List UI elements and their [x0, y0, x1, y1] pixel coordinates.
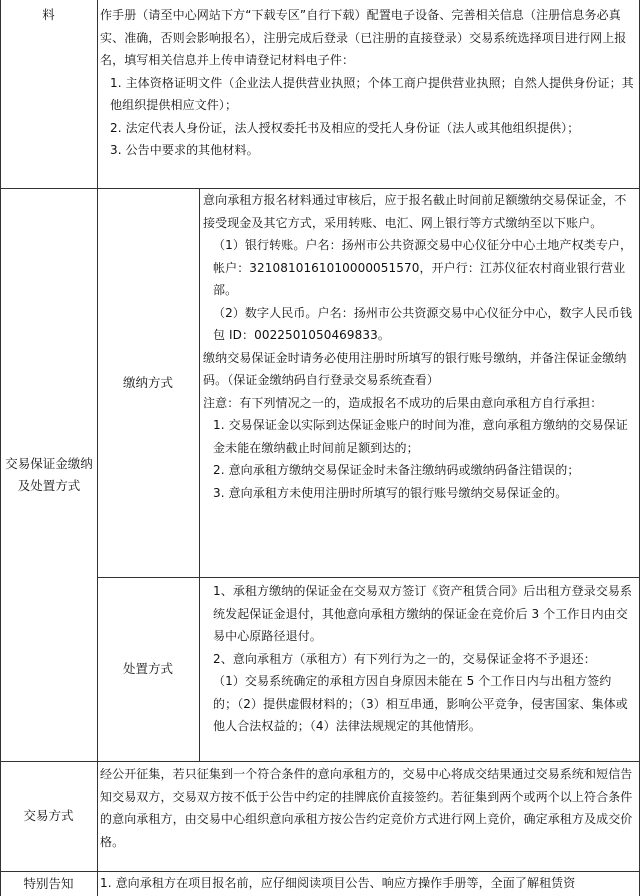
payment-label: 缴纳方式 — [122, 374, 173, 390]
materials-item: 2. 法定代表人身份证，法人授权委托书及相应的受托人身份证（法人或其他组织提供）； — [110, 120, 580, 135]
materials-label: 料 — [42, 7, 55, 22]
deposit-label: 交易保证金缴纳及处置方式 — [5, 455, 93, 493]
materials-item: 1. 主体资格证明文件（企业法人提供营业执照；个体工商户提供营业执照；自然人提供身份证；其他组织提供相应文件）； — [110, 75, 634, 112]
disposal-paragraph: （1）交易系统确定的承租方因自身原因未能在 5 个工作日内与出租方签约的；（2）提供虚假材料的；（3）相互串通，影响公平竞争，侵害国家、集体或他人合法权益的；（4）法律法规规定的其他情形。 — [213, 674, 628, 733]
payment-paragraph: （1）银行转账。户名：扬州市公共资源交易中心仪征分中心土地产权类专户，帐户：3210810161010000051570，开户行：江苏仪征农村商业银行营业部。 — [213, 238, 633, 297]
payment-paragraph: 缴纳交易保证金时请务必使用注册时所填写的银行账号缴纳，并备注保证金缴纳码。（保证金缴纳码自行登录交易系统查看） — [203, 350, 627, 387]
payment-paragraph: 意向承租方报名材料通过审核后，应于报名截止时间前足额缴纳交易保证金，不接受现金及其它方式，采用转账、电汇、网上银行等方式缴纳至以下账户。 — [203, 193, 627, 230]
method-paragraph: 经公开征集，若只征集到一个符合条件的意向承租方的，交易中心将成交结果通过交易系统和短信告知交易双方，交易双方按不低于公告中约定的挂牌底价直接签约。若征集到两个或两个以上符合条件的意向承租方，由交易中心组织意向承租方按公告约定竞价方式进行网上竞价，确定承租方及成交价格。 — [100, 767, 633, 849]
notice-content — [100, 872, 637, 895]
payment-paragraph: 1. 交易保证金以实际到达保证金账户的时间为准，意向承租方缴纳的交易保证金未能在缴纳截止时间前足额到达的； — [213, 418, 628, 455]
notice-paragraph: 1. 意向承租方在项目报名前，应仔细阅读项目公告、响应方操作手册等，全面了解租赁资 — [100, 876, 576, 890]
payment-paragraph: 3. 意向承租方未使用注册时所填写的银行账号缴纳交易保证金的。 — [213, 485, 568, 500]
method-content — [100, 763, 634, 853]
disposal-paragraph: 1、承租方缴纳的保证金在交易双方签订《资产租赁合同》后出租方登录交易系统发起保证金退付，其他意向承租方缴纳的保证金在竞价后 3 个工作日内由交易中心原路径退付。 — [213, 584, 633, 643]
payment-paragraph: 2. 意向承租方缴纳交易保证金时未备注缴纳码或缴纳码备注错误的； — [213, 463, 580, 477]
disposal-content — [203, 580, 635, 738]
method-label: 交易方式 — [23, 808, 74, 823]
materials-paragraph: 作手册（请至中心网站下方“下载专区”自行下载）配置电子设备、完善相关信息（注册信息务必真实、准确，否则会影响报名），注册完成后登录（已注册的直接登录）交易系统选择项目进行网上报名，填写相关信息并上传申请登记材料电子件： — [100, 8, 627, 67]
payment-content — [203, 189, 635, 504]
materials-item: 3. 公告中要求的其他材料。 — [110, 143, 259, 157]
payment-paragraph: （2）数字人民币。户名：扬州市公共资源交易中心仪征分中心，数字人民币钱包 ID：002250105046983​3。 — [213, 305, 633, 342]
subcolumn-divider — [199, 188, 200, 761]
disposal-label: 处置方式 — [122, 661, 173, 676]
disposal-paragraph: 2、意向承租方（承租方）有下列行为之一的，交易保证金将不予退还： — [213, 651, 596, 666]
materials-content — [100, 4, 634, 162]
payment-paragraph: 注意：有下列情况之一的，造成报名不成功的后果由意向承租方自行承担： — [203, 395, 603, 410]
notice-label: 特别告知 — [23, 875, 74, 891]
